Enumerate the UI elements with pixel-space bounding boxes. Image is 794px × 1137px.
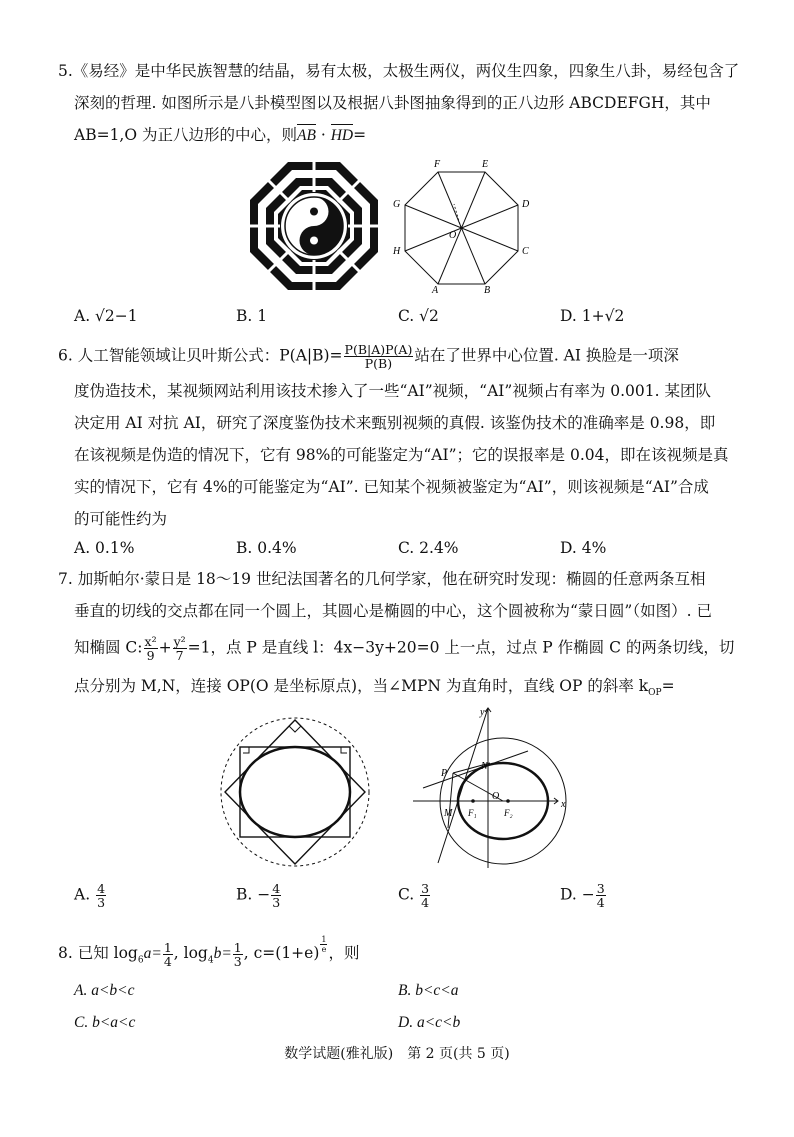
q6-option-b: B. 0.4% xyxy=(236,539,297,557)
q7-option-c-frac xyxy=(420,882,430,909)
vertex-label-g: G xyxy=(393,199,401,210)
ellipse-y-term xyxy=(173,635,187,662)
bayes-fraction xyxy=(344,343,414,370)
vertex-label-f: F xyxy=(434,159,441,170)
q5-line1: 5.《易经》是中华民族智慧的结晶，易有太极，太极生两仪，两仪生四象，四象生八卦，易经包含了 xyxy=(58,62,740,80)
q5-line2: 深刻的哲理. 如图所示是八卦模型图以及根据八卦图抽象得到的正八边形 ABCDEFGH，其中 xyxy=(74,94,711,112)
vertex-label-a: A xyxy=(432,285,439,293)
q8-exponent xyxy=(320,935,327,954)
q7-line3-a: 知椭圆 C: xyxy=(74,638,143,657)
center-label-o: O xyxy=(449,230,457,241)
vertex-label-e: E xyxy=(482,159,489,170)
vector-hd: HD xyxy=(331,125,353,147)
q6-line2: 度伪造技术，某视频网站利用该技术掺入了一些“AI”视频，“AI”视频占有率为 0.001. 某团队 xyxy=(74,382,711,400)
q7-line4 xyxy=(74,675,675,704)
q7-option-a-prefix: A. xyxy=(74,885,96,904)
log-base-4: 4 xyxy=(207,955,214,966)
vertex-label-d: D xyxy=(522,199,530,210)
y-term-denominator: 7 xyxy=(175,648,184,663)
q7-option-a-num: 4 xyxy=(97,881,106,896)
focus-label-f2: F₂ xyxy=(504,808,513,818)
q8-text-e: , c=(1+e) xyxy=(243,944,320,963)
point-label-n: N xyxy=(481,761,488,772)
axis-label-y: y xyxy=(480,707,485,718)
page-footer: 数学试题(雅礼版) 第 2 页(共 5 页) xyxy=(284,1046,510,1062)
q7-option-a-den: 3 xyxy=(97,895,106,910)
q8-frac-b-num: 1 xyxy=(233,939,242,955)
q8-frac-a-den: 4 xyxy=(163,953,172,969)
q6-line1-a: 6. 人工智能领域让贝叶斯公式：P(A|B)= xyxy=(58,346,343,365)
q8-frac-b xyxy=(233,941,243,968)
q8-text-b: a= xyxy=(143,945,162,963)
q5-line3-b: = xyxy=(353,126,367,144)
octagon-figure xyxy=(385,155,535,293)
q5-option-c: C. √2 xyxy=(398,307,439,325)
q7-option-b-den: 3 xyxy=(272,895,281,910)
q6-line3: 决定用 AI 对抗 AI，研究了深度鉴伪技术来甄别视频的真假. 该鉴伪技术的准确率是 0.98，即 xyxy=(74,414,716,432)
origin-label-o: O xyxy=(492,791,500,802)
vertex-label-h: H xyxy=(393,246,401,257)
slope-subscript: OP xyxy=(648,688,662,699)
q7-option-c-den: 4 xyxy=(421,895,430,910)
q7-option-a xyxy=(74,882,107,909)
q7-option-c-num: 3 xyxy=(421,881,430,896)
q7-option-d-frac xyxy=(596,882,606,909)
taiji-icon xyxy=(285,197,343,255)
x-term-denominator: 9 xyxy=(146,648,155,663)
q8-option-d: D. a<c<b xyxy=(398,1014,461,1031)
q7-line4-end: = xyxy=(661,677,675,695)
q5-option-a: A. √2−1 xyxy=(74,307,138,325)
q6-line1-b: 站在了世界中心位置. AI 换脸是一项深 xyxy=(414,346,679,365)
q6-line1 xyxy=(58,343,679,370)
vertex-label-c: C xyxy=(522,246,529,257)
q7-option-b-sign: − xyxy=(257,885,271,904)
q7-line1: 7. 加斯帕尔·蒙日是 18～19 世纪法国著名的几何学家，他在研究时发现：椭圆的任意两条互相 xyxy=(58,570,706,588)
q8-frac-a xyxy=(163,941,173,968)
point-label-p: P xyxy=(441,768,448,779)
q6-line6: 的可能性约为 xyxy=(74,510,168,528)
q8-option-c: C. b<a<c xyxy=(74,1014,136,1031)
q6-option-d: D. 4% xyxy=(560,539,607,557)
q7-option-d-sign: − xyxy=(581,885,595,904)
q7-option-d-den: 4 xyxy=(596,895,605,910)
q5-option-d: D. 1+√2 xyxy=(560,307,625,325)
q8-exponent-num: 1 xyxy=(321,935,327,944)
q7-option-b xyxy=(236,882,282,909)
vertex-label-b: B xyxy=(484,285,491,293)
plus-sign: + xyxy=(158,638,172,657)
y-term-numerator: y² xyxy=(173,634,186,649)
q7-option-d xyxy=(560,882,607,909)
vector-ab: AB xyxy=(297,125,316,147)
q8-frac-b-den: 3 xyxy=(233,953,242,969)
q5-line3 xyxy=(74,124,366,147)
q8-option-a: A. a<b<c xyxy=(74,982,135,999)
q6-line4: 在该视频是伪造的情况下，它有 98%的可能鉴定为“AI”；它的误报率是 0.04，即在该视频是真 xyxy=(74,446,729,464)
q7-option-b-num: 4 xyxy=(272,881,281,896)
dot-product: · xyxy=(315,126,331,144)
monge-circle-figure xyxy=(215,712,375,872)
q8-text-f: ，则 xyxy=(328,944,360,963)
axis-label-x: x xyxy=(561,799,566,810)
q6-option-c: C. 2.4% xyxy=(398,539,459,557)
q7-option-c xyxy=(398,882,431,909)
q7-option-b-prefix: B. xyxy=(236,885,258,904)
q5-option-b: B. 1 xyxy=(236,307,268,325)
q8-text-a: 8. 已知 log xyxy=(58,944,138,963)
q8-text-d: b= xyxy=(213,945,232,963)
q6-option-a: A. 0.1% xyxy=(74,539,135,557)
q7-option-c-prefix: C. xyxy=(398,885,420,904)
q7-option-d-prefix: D. xyxy=(560,885,582,904)
q8-frac-a-num: 1 xyxy=(163,939,172,955)
q5-line3-a: AB=1,O 为正八边形的中心，则 xyxy=(74,126,297,144)
q7-line3-b: =1，点 P 是直线 l：4x−3y+20=0 上一点，过点 P 作椭圆 C 的两条切线，切 xyxy=(187,638,735,657)
q7-line4-text: 点分别为 M,N，连接 OP(O 是坐标原点)，当∠MPN 为直角时，直线 OP 的斜率 k xyxy=(74,677,649,695)
ellipse-tangent-figure xyxy=(408,703,573,873)
q7-line2: 垂直的切线的交点都在同一个圆上，其圆心是椭圆的中心，这个圆被称为“蒙日圆”（如图）. 已 xyxy=(74,602,712,620)
q8-exponent-den: e xyxy=(321,945,327,954)
q7-option-b-frac xyxy=(271,882,281,909)
bayes-numerator: P(B|A)P(A) xyxy=(344,342,413,357)
ellipse-x-term xyxy=(144,635,158,662)
q7-line3 xyxy=(74,635,734,662)
q7-option-d-num: 3 xyxy=(596,881,605,896)
log-base-6: 6 xyxy=(137,955,144,966)
q8-text-c: , log xyxy=(173,944,208,963)
q8-stem xyxy=(58,935,360,971)
x-term-numerator: x² xyxy=(144,634,157,649)
focus-label-f1: F₁ xyxy=(468,808,477,818)
bagua-figure xyxy=(246,158,382,294)
q7-option-a-frac xyxy=(96,882,106,909)
bayes-denominator: P(B) xyxy=(364,356,393,371)
q6-line5: 实的情况下，它有 4%的可能鉴定为“AI”. 已知某个视频被鉴定为“AI”，则该视频是“AI”合成 xyxy=(74,478,709,496)
q8-option-b: B. b<c<a xyxy=(398,982,459,999)
point-label-m: M xyxy=(444,808,453,819)
